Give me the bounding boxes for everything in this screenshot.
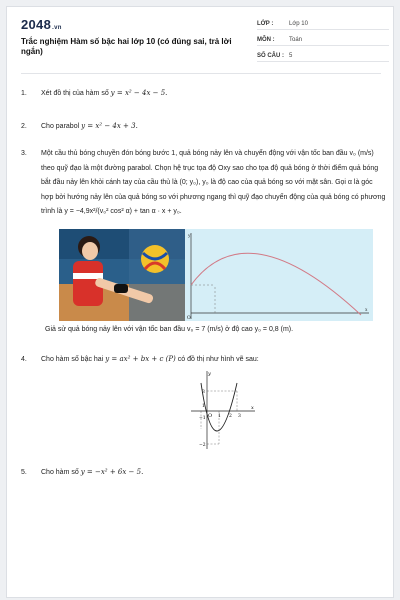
parabola-graph — [189, 369, 257, 451]
question-math: y = ax² + bx + c (P) — [105, 355, 176, 363]
brand-logo[interactable] — [21, 17, 62, 32]
question-text: Cho hàm số — [41, 469, 79, 476]
origin-label: O — [208, 413, 213, 419]
question-text-cont: có đồ thị như hình vẽ sau: — [177, 356, 259, 363]
question-text: Xét đồ thị của hàm số — [41, 90, 109, 97]
field-subject — [257, 35, 389, 46]
question-number: 5. — [21, 469, 27, 476]
question-1[interactable] — [21, 87, 386, 101]
question-3-caption: Giả sử quả bóng nảy lên với vận tốc ban đầu v₀ = 7 (m/s) ở độ cao y₀ = 0,8 (m). — [45, 326, 294, 333]
logo-suffix: .vn — [52, 25, 62, 31]
header-divider — [21, 73, 381, 74]
worksheet-card — [6, 6, 394, 598]
worksheet-title: Trắc nghiệm Hàm số bậc hai lớp 10 (có đúng sai, trả lời ngắn) — [21, 37, 232, 56]
field-grade-value: Lớp 10 — [289, 21, 308, 27]
trajectory-graph — [185, 229, 373, 321]
field-subject-key: MÔN : — [257, 37, 275, 43]
question-text: Cho parabol — [41, 123, 80, 130]
question-3[interactable] — [21, 147, 386, 227]
y-axis-label: y — [188, 234, 191, 239]
x-axis-label: x — [365, 308, 368, 313]
x-axis-label: x — [251, 405, 254, 411]
parabola-curve — [201, 383, 237, 431]
worksheet-header — [7, 7, 393, 73]
field-grade-key: LỚP : — [257, 21, 274, 27]
field-subject-value: Toán — [289, 37, 303, 43]
question-math: y = x² − 4x − 5. — [110, 89, 168, 97]
field-count-value: 5 — [289, 53, 293, 59]
logo-text: 2048 — [21, 17, 52, 32]
question-number: 1. — [21, 90, 27, 97]
question-text: Cho hàm số bậc hai — [41, 356, 104, 363]
tick-label: −2 — [199, 443, 206, 448]
tick-label: 3 — [202, 390, 205, 395]
question-number: 3. — [21, 150, 27, 157]
question-2[interactable] — [21, 120, 386, 134]
field-count-key: SỐ CÂU : — [257, 53, 284, 59]
question-number: 2. — [21, 123, 27, 130]
y-axis-label: y — [208, 371, 211, 377]
question-math: y = x² − 4x + 3. — [81, 122, 138, 130]
tick-label: 3 — [238, 414, 241, 419]
tick-label: 2 — [229, 414, 232, 419]
question-math: y = −x² + 6x − 5. — [80, 468, 144, 476]
tick-label: −1 — [199, 416, 206, 421]
question-text: Một cầu thủ bóng chuyền đón bóng bước 1, quả bóng nảy lên và chuyển động với vận tốc ban đầu v₀ (m/s) theo quỹ đạo là một đường parabol. Chọn hệ trục tọa độ Oxy sao cho tọa độ quả bóng ở thời điểm quả bóng bắt đầu nảy lên khỏi cánh tay của cầu thủ là (0; y₀), y₀ là độ cao của quả bóng so với mặt sân. Gọi α là góc hợp bởi hướng nảy lên của quả bóng so với phương ngang thì quỹ đạo chuyển động của quả bóng có phương trình là y = −4,9x²/(v₀² cos² α) + tan α · x + y₀. — [41, 150, 386, 215]
volleyball-player-photo — [59, 229, 185, 321]
question-5[interactable] — [21, 466, 386, 480]
tick-label: 1 — [218, 414, 221, 419]
question-4[interactable] — [21, 353, 386, 367]
origin-label: O — [187, 316, 191, 321]
tick-label: 1 — [202, 404, 205, 409]
field-count — [257, 51, 389, 62]
question-number: 4. — [21, 356, 27, 363]
field-grade — [257, 19, 389, 30]
